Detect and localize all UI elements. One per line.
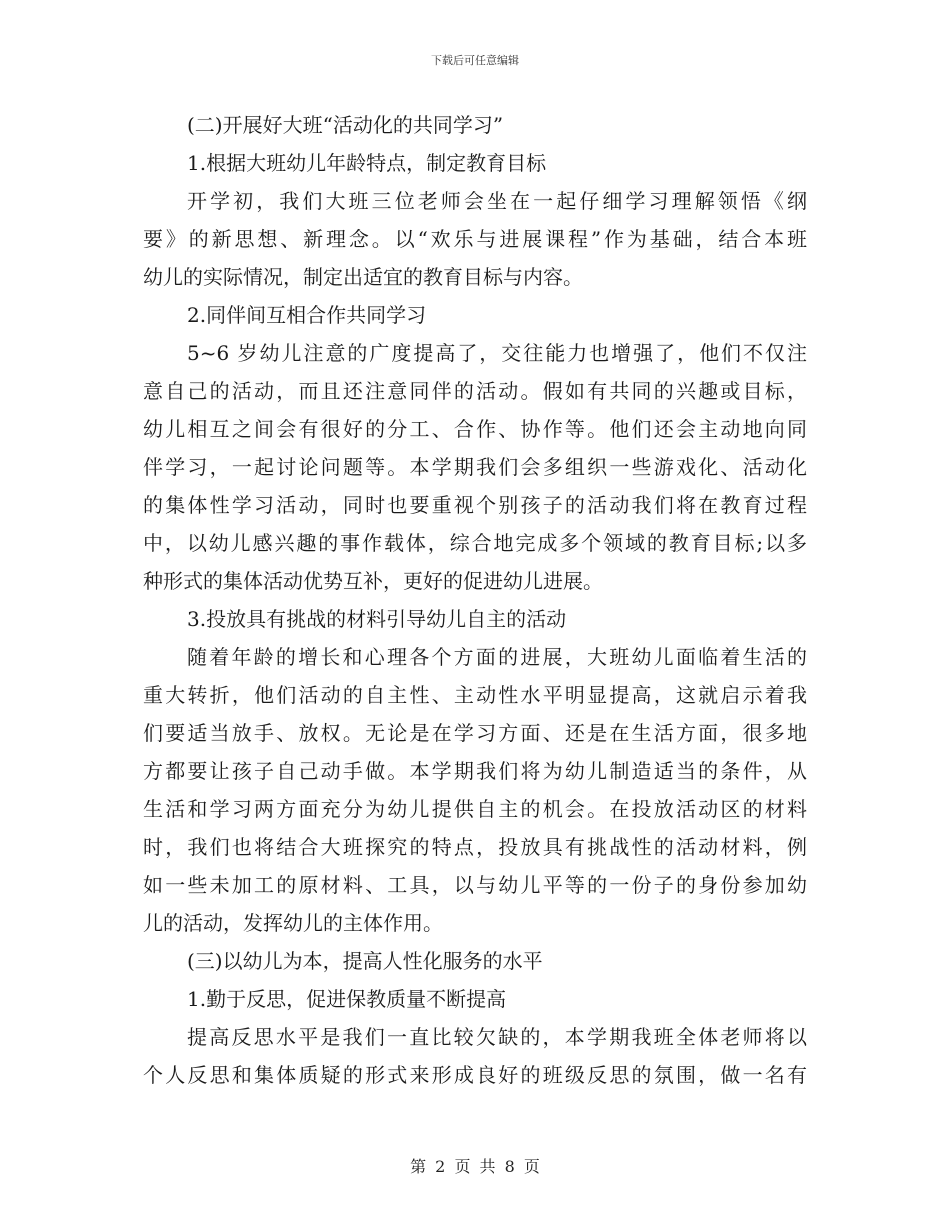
- paragraph-line: 开学初，我们大班三位老师会坐在一起仔细学习理解领悟《纲: [187, 189, 807, 213]
- subheading-2: 2.同伴间互相合作共同学习: [187, 303, 427, 327]
- page-footer: 第 2 页 共 8 页: [410, 1157, 540, 1176]
- paragraph-line: 方都要让孩子自己动手做。本学期我们将为幼儿制造适当的条件，从: [143, 759, 807, 783]
- section-heading-2: (二)开展好大班“活动化的共同学习”: [187, 113, 504, 137]
- paragraph-line: 儿的活动，发挥幼儿的主体作用。: [143, 911, 443, 935]
- paragraph-line: 时，我们也将结合大班探究的特点，投放具有挑战性的活动材料，例: [143, 835, 807, 859]
- subheading-3: 3.投放具有挑战的材料引导幼儿自主的活动: [187, 607, 567, 631]
- paragraph-line: 个人反思和集体质疑的形式来形成良好的班级反思的氛围，做一名有: [143, 1063, 807, 1087]
- paragraph-line: 伴学习，一起讨论问题等。本学期我们会多组织一些游戏化、活动化: [143, 455, 807, 479]
- paragraph-line: 意自己的活动，而且还注意同伴的活动。假如有共同的兴趣或目标，: [143, 379, 807, 403]
- paragraph-line: 提高反思水平是我们一直比较欠缺的，本学期我班全体老师将以: [187, 1025, 807, 1049]
- paragraph-line: 要》的新思想、新理念。以“欢乐与进展课程”作为基础，结合本班: [143, 227, 807, 251]
- paragraph-line: 随着年龄的增长和心理各个方面的进展，大班幼儿面临着生活的: [187, 645, 807, 669]
- paragraph-line: 重大转折，他们活动的自主性、主动性水平明显提高，这就启示着我: [143, 683, 807, 707]
- paragraph-line: 的集体性学习活动，同时也要重视个别孩子的活动我们将在教育过程: [143, 493, 807, 517]
- paragraph-line: 种形式的集体活动优势互补，更好的促进幼儿进展。: [143, 569, 603, 593]
- page-header: 下载后可任意编辑: [431, 54, 519, 67]
- paragraph-line: 们要适当放手、放权。无论是在学习方面、还是在生活方面，很多地: [143, 721, 807, 745]
- paragraph-line: 幼儿相互之间会有很好的分工、合作、协作等。他们还会主动地向同: [143, 417, 807, 441]
- paragraph-line: 生活和学习两方面充分为幼儿提供自主的机会。在投放活动区的材料: [143, 797, 807, 821]
- section-heading-3: (三)以幼儿为本，提高人性化服务的水平: [187, 949, 543, 973]
- paragraph-line: 5~6 岁幼儿注意的广度提高了，交往能力也增强了，他们不仅注: [187, 341, 807, 365]
- subheading-1: 1.根据大班幼儿年龄特点，制定教育目标: [187, 151, 547, 175]
- paragraph-line: 如一些未加工的原材料、工具，以与幼儿平等的一份子的身份参加幼: [143, 873, 807, 897]
- paragraph-line: 中，以幼儿感兴趣的事作载体，综合地完成多个领域的教育目标;以多: [143, 531, 807, 555]
- subheading-1: 1.勤于反思，促进保教质量不断提高: [187, 987, 507, 1011]
- document-body: [143, 106, 807, 1094]
- paragraph-line: 幼儿的实际情况，制定出适宜的教育目标与内容。: [143, 265, 583, 289]
